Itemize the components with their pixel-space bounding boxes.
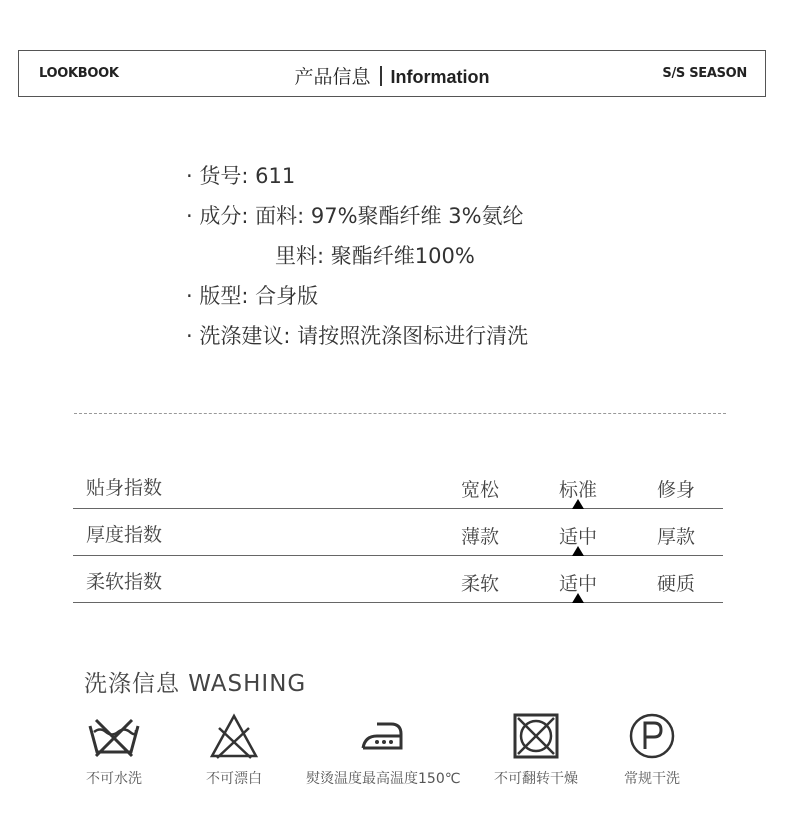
title-en: Information xyxy=(390,67,490,87)
index-option: 硬质 xyxy=(656,573,695,595)
index-option: 修身 xyxy=(656,479,695,501)
index-label: 柔软指数 xyxy=(86,571,163,593)
title-cn: 产品信息 xyxy=(294,66,371,88)
washing-title: 洗涤信息 WASHING xyxy=(84,671,307,697)
index-label: 厚度指数 xyxy=(86,524,163,546)
index-option: 柔软 xyxy=(460,573,499,595)
lookbook-label: LOOKBOOK xyxy=(39,66,119,81)
section-header xyxy=(18,50,766,97)
wash-item-no-bleach xyxy=(196,712,272,788)
no-tumble-dry-icon xyxy=(512,712,560,760)
iron-icon xyxy=(357,712,407,760)
fit-index-row xyxy=(73,462,723,509)
index-option: 适中 xyxy=(558,526,597,548)
wash-label: 常规干洗 xyxy=(624,771,680,787)
index-table xyxy=(73,462,723,603)
index-option: 厚款 xyxy=(656,526,695,548)
fit-type: · 版型: 合身版 xyxy=(186,284,319,308)
index-option: 标准 xyxy=(558,479,597,501)
title-divider xyxy=(380,66,382,86)
wash-label: 不可翻转干燥 xyxy=(494,771,578,787)
washing-advice: · 洗涤建议: 请按照洗涤图标进行清洗 xyxy=(186,324,529,348)
index-option: 宽松 xyxy=(460,479,499,501)
wash-label: 熨烫温度最高温度150℃ xyxy=(306,771,461,787)
index-option: 薄款 xyxy=(460,526,499,548)
item-number: · 货号: 611 xyxy=(186,164,296,188)
wash-item-no-tumble xyxy=(488,712,584,788)
selected-marker-icon xyxy=(572,593,584,603)
wash-item-iron xyxy=(306,712,461,788)
index-label: 贴身指数 xyxy=(86,477,163,499)
selected-marker-icon xyxy=(572,499,584,509)
selected-marker-icon xyxy=(572,546,584,556)
index-option: 适中 xyxy=(558,573,597,595)
composition: · 成分: 面料: 97%聚酯纤维 3%氨纶 xyxy=(186,204,524,228)
dry-clean-icon xyxy=(628,712,676,760)
wash-label: 不可漂白 xyxy=(206,771,262,787)
product-info xyxy=(186,161,528,361)
season-label: S/S SEASON xyxy=(662,66,747,81)
wash-label: 不可水洗 xyxy=(86,771,142,787)
wash-item-no-wash xyxy=(78,712,150,788)
thickness-index-row xyxy=(73,509,723,556)
no-wash-icon xyxy=(86,712,142,760)
no-bleach-icon xyxy=(209,712,259,760)
wash-item-dry-clean xyxy=(614,712,690,788)
dashed-divider xyxy=(74,413,726,414)
lining: 里料: 聚酯纤维100% xyxy=(275,244,475,268)
softness-index-row xyxy=(73,556,723,603)
page-title xyxy=(19,62,765,89)
